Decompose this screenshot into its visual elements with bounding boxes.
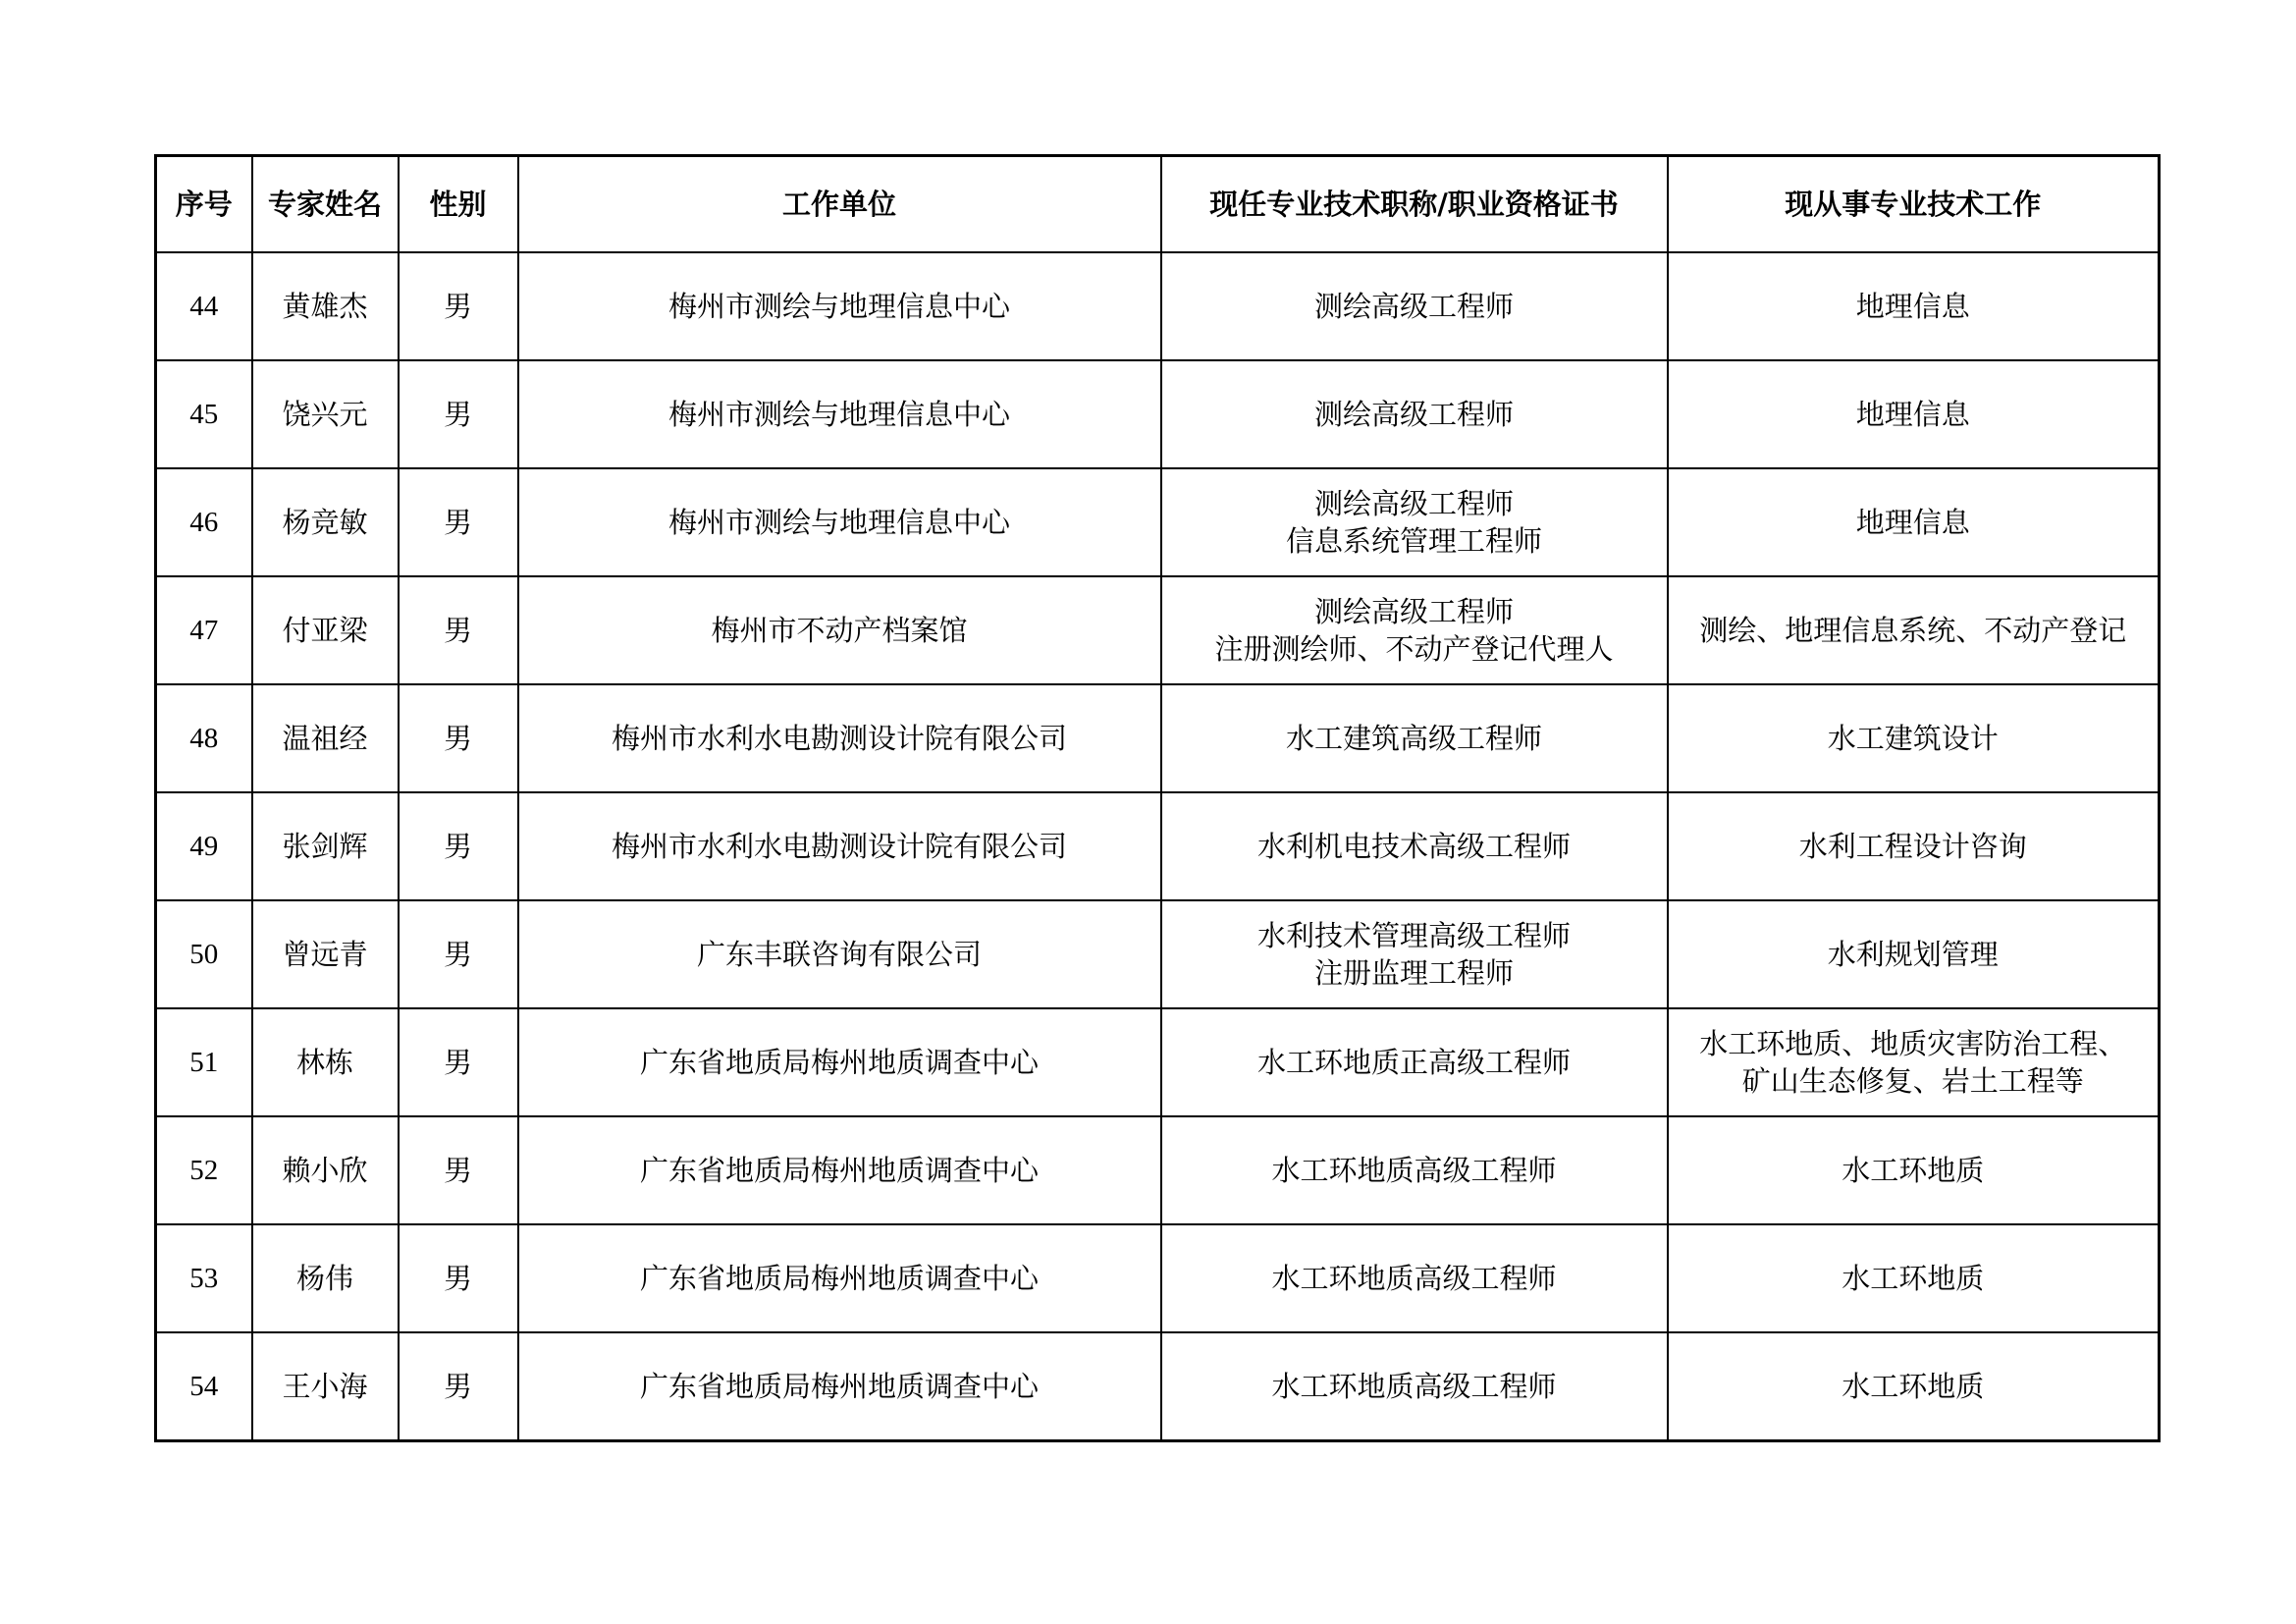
cell-work [1668, 360, 2160, 468]
cell-unit: 广东省地质局梅州地质调查中心 [518, 1008, 1161, 1116]
cell-unit: 广东丰联咨询有限公司 [518, 900, 1161, 1008]
cell-unit: 梅州市水利水电勘测设计院有限公司 [518, 684, 1161, 792]
cell-no: 45 [156, 360, 252, 468]
cell-name: 王小海 [252, 1332, 399, 1441]
cell-name: 饶兴元 [252, 360, 399, 468]
cell-no: 49 [156, 792, 252, 900]
cell-title [1161, 1224, 1668, 1332]
cell-name: 温祖经 [252, 684, 399, 792]
cell-gender: 男 [399, 792, 518, 900]
cell-no: 46 [156, 468, 252, 576]
cell-title [1161, 468, 1668, 576]
cell-title-line: 测绘高级工程师 [1313, 290, 1514, 323]
cell-unit: 广东省地质局梅州地质调查中心 [518, 1332, 1161, 1441]
cell-work-line: 水工环地质 [1842, 1154, 1985, 1187]
cell-name: 杨竞敏 [252, 468, 399, 576]
cell-work-line: 矿山生态修复、岩土工程等 [1741, 1064, 2084, 1098]
cell-work-line: 测绘、地理信息系统、不动产登记 [1699, 614, 2127, 647]
cell-work-line: 水工环地质、地质灾害防治工程、 [1699, 1027, 2127, 1060]
cell-title [1161, 360, 1668, 468]
cell-no: 52 [156, 1116, 252, 1224]
table-row [156, 1224, 2160, 1332]
header-title: 现任专业技术职称/职业资格证书 [1161, 156, 1668, 253]
cell-no: 54 [156, 1332, 252, 1441]
cell-unit: 梅州市测绘与地理信息中心 [518, 468, 1161, 576]
cell-title-line: 注册监理工程师 [1313, 956, 1514, 990]
expert-roster-table [154, 154, 2161, 1442]
header-row [156, 156, 2160, 253]
cell-no: 51 [156, 1008, 252, 1116]
cell-work [1668, 900, 2160, 1008]
cell-work [1668, 1116, 2160, 1224]
cell-unit: 广东省地质局梅州地质调查中心 [518, 1116, 1161, 1224]
cell-gender: 男 [399, 576, 518, 684]
cell-work-line: 地理信息 [1855, 398, 1970, 431]
cell-work-line: 水利工程设计咨询 [1798, 830, 2027, 863]
cell-no: 44 [156, 252, 252, 360]
expert-roster-sheet [154, 154, 2158, 1442]
cell-name: 杨伟 [252, 1224, 399, 1332]
cell-name: 黄雄杰 [252, 252, 399, 360]
cell-gender: 男 [399, 1224, 518, 1332]
cell-name: 付亚梁 [252, 576, 399, 684]
cell-name: 曾远青 [252, 900, 399, 1008]
table-row [156, 900, 2160, 1008]
cell-name: 林栋 [252, 1008, 399, 1116]
cell-gender: 男 [399, 360, 518, 468]
cell-gender: 男 [399, 252, 518, 360]
cell-work [1668, 576, 2160, 684]
table-row [156, 1332, 2160, 1441]
cell-title-line: 水工环地质高级工程师 [1271, 1154, 1557, 1187]
cell-gender: 男 [399, 1008, 518, 1116]
cell-title [1161, 252, 1668, 360]
cell-work [1668, 468, 2160, 576]
cell-title-line: 水利技术管理高级工程师 [1256, 919, 1571, 952]
cell-name: 张剑辉 [252, 792, 399, 900]
cell-title-line: 水工环地质高级工程师 [1271, 1370, 1557, 1403]
cell-work [1668, 1224, 2160, 1332]
cell-title-line: 注册测绘师、不动产登记代理人 [1214, 632, 1614, 666]
header-no: 序号 [156, 156, 252, 253]
cell-title [1161, 684, 1668, 792]
cell-work [1668, 684, 2160, 792]
cell-title [1161, 1008, 1668, 1116]
cell-no: 48 [156, 684, 252, 792]
cell-gender: 男 [399, 1116, 518, 1224]
cell-unit: 梅州市水利水电勘测设计院有限公司 [518, 792, 1161, 900]
cell-title [1161, 900, 1668, 1008]
cell-work-line: 地理信息 [1855, 506, 1970, 539]
table-row [156, 252, 2160, 360]
cell-title-line: 水利机电技术高级工程师 [1256, 830, 1571, 863]
cell-work [1668, 1008, 2160, 1116]
cell-title-line: 水工环地质高级工程师 [1271, 1262, 1557, 1295]
table-row [156, 1008, 2160, 1116]
cell-work [1668, 1332, 2160, 1441]
cell-title [1161, 576, 1668, 684]
cell-gender: 男 [399, 468, 518, 576]
cell-no: 53 [156, 1224, 252, 1332]
cell-name: 赖小欣 [252, 1116, 399, 1224]
cell-title-line: 水工环地质正高级工程师 [1256, 1046, 1571, 1079]
cell-work [1668, 792, 2160, 900]
table-header [156, 156, 2160, 253]
cell-title [1161, 792, 1668, 900]
cell-unit: 梅州市测绘与地理信息中心 [518, 360, 1161, 468]
cell-work-line: 水工建筑设计 [1827, 722, 1999, 755]
cell-unit: 梅州市测绘与地理信息中心 [518, 252, 1161, 360]
table-row [156, 1116, 2160, 1224]
cell-title [1161, 1332, 1668, 1441]
cell-work-line: 水利规划管理 [1827, 938, 1999, 971]
cell-no: 47 [156, 576, 252, 684]
cell-unit: 梅州市不动产档案馆 [518, 576, 1161, 684]
header-gender: 性别 [399, 156, 518, 253]
table-row [156, 360, 2160, 468]
cell-gender: 男 [399, 1332, 518, 1441]
cell-unit: 广东省地质局梅州地质调查中心 [518, 1224, 1161, 1332]
table-row [156, 684, 2160, 792]
header-work: 现从事专业技术工作 [1668, 156, 2160, 253]
cell-title-line: 信息系统管理工程师 [1285, 524, 1542, 558]
header-name: 专家姓名 [252, 156, 399, 253]
cell-gender: 男 [399, 900, 518, 1008]
cell-title-line: 测绘高级工程师 [1313, 595, 1514, 628]
cell-work [1668, 252, 2160, 360]
cell-title-line: 水工建筑高级工程师 [1285, 722, 1542, 755]
table-row [156, 576, 2160, 684]
cell-title [1161, 1116, 1668, 1224]
table-body [156, 252, 2160, 1441]
cell-work-line: 水工环地质 [1842, 1370, 1985, 1403]
cell-title-line: 测绘高级工程师 [1313, 487, 1514, 520]
cell-work-line: 水工环地质 [1842, 1262, 1985, 1295]
cell-work-line: 地理信息 [1855, 290, 1970, 323]
table-row [156, 468, 2160, 576]
table-row [156, 792, 2160, 900]
header-unit: 工作单位 [518, 156, 1161, 253]
cell-title-line: 测绘高级工程师 [1313, 398, 1514, 431]
cell-gender: 男 [399, 684, 518, 792]
cell-no: 50 [156, 900, 252, 1008]
